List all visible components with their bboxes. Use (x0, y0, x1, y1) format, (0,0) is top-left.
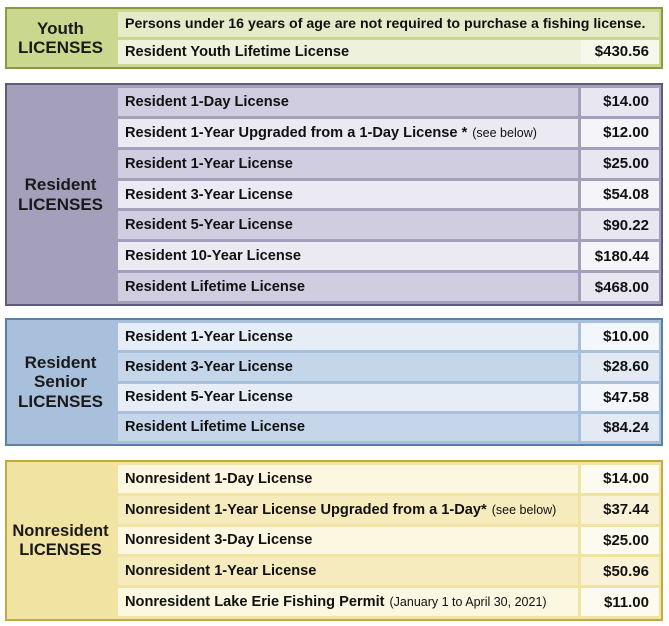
license-price: $180.44 (581, 242, 659, 270)
license-price: $11.00 (581, 588, 659, 616)
license-name (118, 211, 578, 239)
table-row (118, 211, 659, 239)
license-price: $25.00 (581, 527, 659, 555)
category-line: Nonresident (12, 522, 109, 541)
license-price: $37.44 (581, 496, 659, 524)
resident-senior-licenses-section (5, 318, 663, 446)
category-label (7, 85, 114, 304)
license-name (118, 557, 578, 585)
license-name (118, 273, 578, 301)
license-price: $25.00 (581, 150, 659, 178)
table-row (118, 353, 659, 380)
table-row (118, 414, 659, 441)
license-title: Resident 10-Year License (125, 248, 302, 265)
license-name: Resident Youth Lifetime License (125, 43, 350, 60)
license-note: (see below) (491, 502, 557, 517)
table-row (118, 588, 659, 616)
table-row (118, 384, 659, 411)
license-price: $50.96 (581, 557, 659, 585)
license-name (118, 353, 578, 380)
license-title: Resident Lifetime License (125, 279, 306, 296)
table-row (118, 323, 659, 350)
table-row (118, 40, 659, 65)
license-name (118, 119, 578, 147)
license-price: $47.58 (581, 384, 659, 411)
license-title: Nonresident Lake Erie Fishing Permit (125, 594, 385, 611)
license-title: Resident 1-Year License (125, 328, 293, 345)
category-line: LICENSES (17, 391, 104, 411)
license-price: $468.00 (581, 273, 659, 301)
license-title: Nonresident 1-Day License (125, 470, 313, 487)
license-name (118, 150, 578, 178)
license-price: $430.56 (581, 40, 659, 65)
table-row (118, 527, 659, 555)
category-line: Resident (24, 353, 97, 373)
license-title: Nonresident 1-Year License Upgraded from a 1-Day* (125, 501, 487, 518)
table-row (118, 557, 659, 585)
license-name (118, 588, 578, 616)
license-title: Resident 1-Day License (125, 93, 289, 110)
license-title: Resident 3-Year License (125, 186, 293, 203)
license-name (118, 414, 578, 441)
license-name (118, 242, 578, 270)
category-label (7, 320, 114, 444)
license-title: Resident 5-Year License (125, 389, 293, 406)
license-title: Resident 5-Year License (125, 217, 293, 234)
license-title: Resident 3-Year License (125, 358, 293, 375)
license-price: $54.08 (581, 181, 659, 209)
table-row (118, 88, 659, 116)
license-price: $12.00 (581, 119, 659, 147)
table-row (118, 496, 659, 524)
category-label (7, 9, 114, 67)
license-name (118, 384, 578, 411)
license-note: (see below) (472, 125, 537, 140)
license-name (118, 323, 578, 350)
license-price: $14.00 (581, 465, 659, 493)
category-line: Senior (34, 372, 87, 392)
license-price: $14.00 (581, 88, 659, 116)
table-row (118, 119, 659, 147)
license-title: Resident 1-Year License (125, 155, 293, 172)
license-title: Nonresident 1-Year License (125, 563, 317, 580)
notice-row (118, 12, 659, 37)
category-line: LICENSES (17, 194, 104, 214)
license-name (118, 496, 578, 524)
license-name (118, 88, 578, 116)
table-row (118, 242, 659, 270)
youth-licenses-section (5, 7, 663, 69)
license-name (118, 465, 578, 493)
table-row (118, 273, 659, 301)
table-row (118, 465, 659, 493)
license-price: $90.22 (581, 211, 659, 239)
license-note: (January 1 to April 30, 2021) (389, 595, 547, 610)
category-line: Youth (37, 18, 84, 38)
license-price: $10.00 (581, 323, 659, 350)
category-line: Resident (24, 175, 97, 195)
resident-licenses-section (5, 83, 663, 306)
category-label (7, 462, 114, 619)
license-name (118, 181, 578, 209)
license-title: Resident Lifetime License (125, 419, 306, 436)
license-title: Resident 1-Year Upgraded from a 1-Day License * (125, 124, 468, 141)
table-row (118, 181, 659, 209)
youth-notice: Persons under 16 years of age are not required to purchase a fishing license. (125, 16, 646, 33)
nonresident-licenses-section (5, 460, 663, 621)
license-title: Nonresident 3-Day License (125, 532, 313, 549)
license-price: $84.24 (581, 414, 659, 441)
table-row (118, 150, 659, 178)
license-price: $28.60 (581, 353, 659, 380)
category-line: LICENSES (17, 38, 104, 57)
category-line: LICENSES (19, 540, 102, 559)
license-name (118, 527, 578, 555)
